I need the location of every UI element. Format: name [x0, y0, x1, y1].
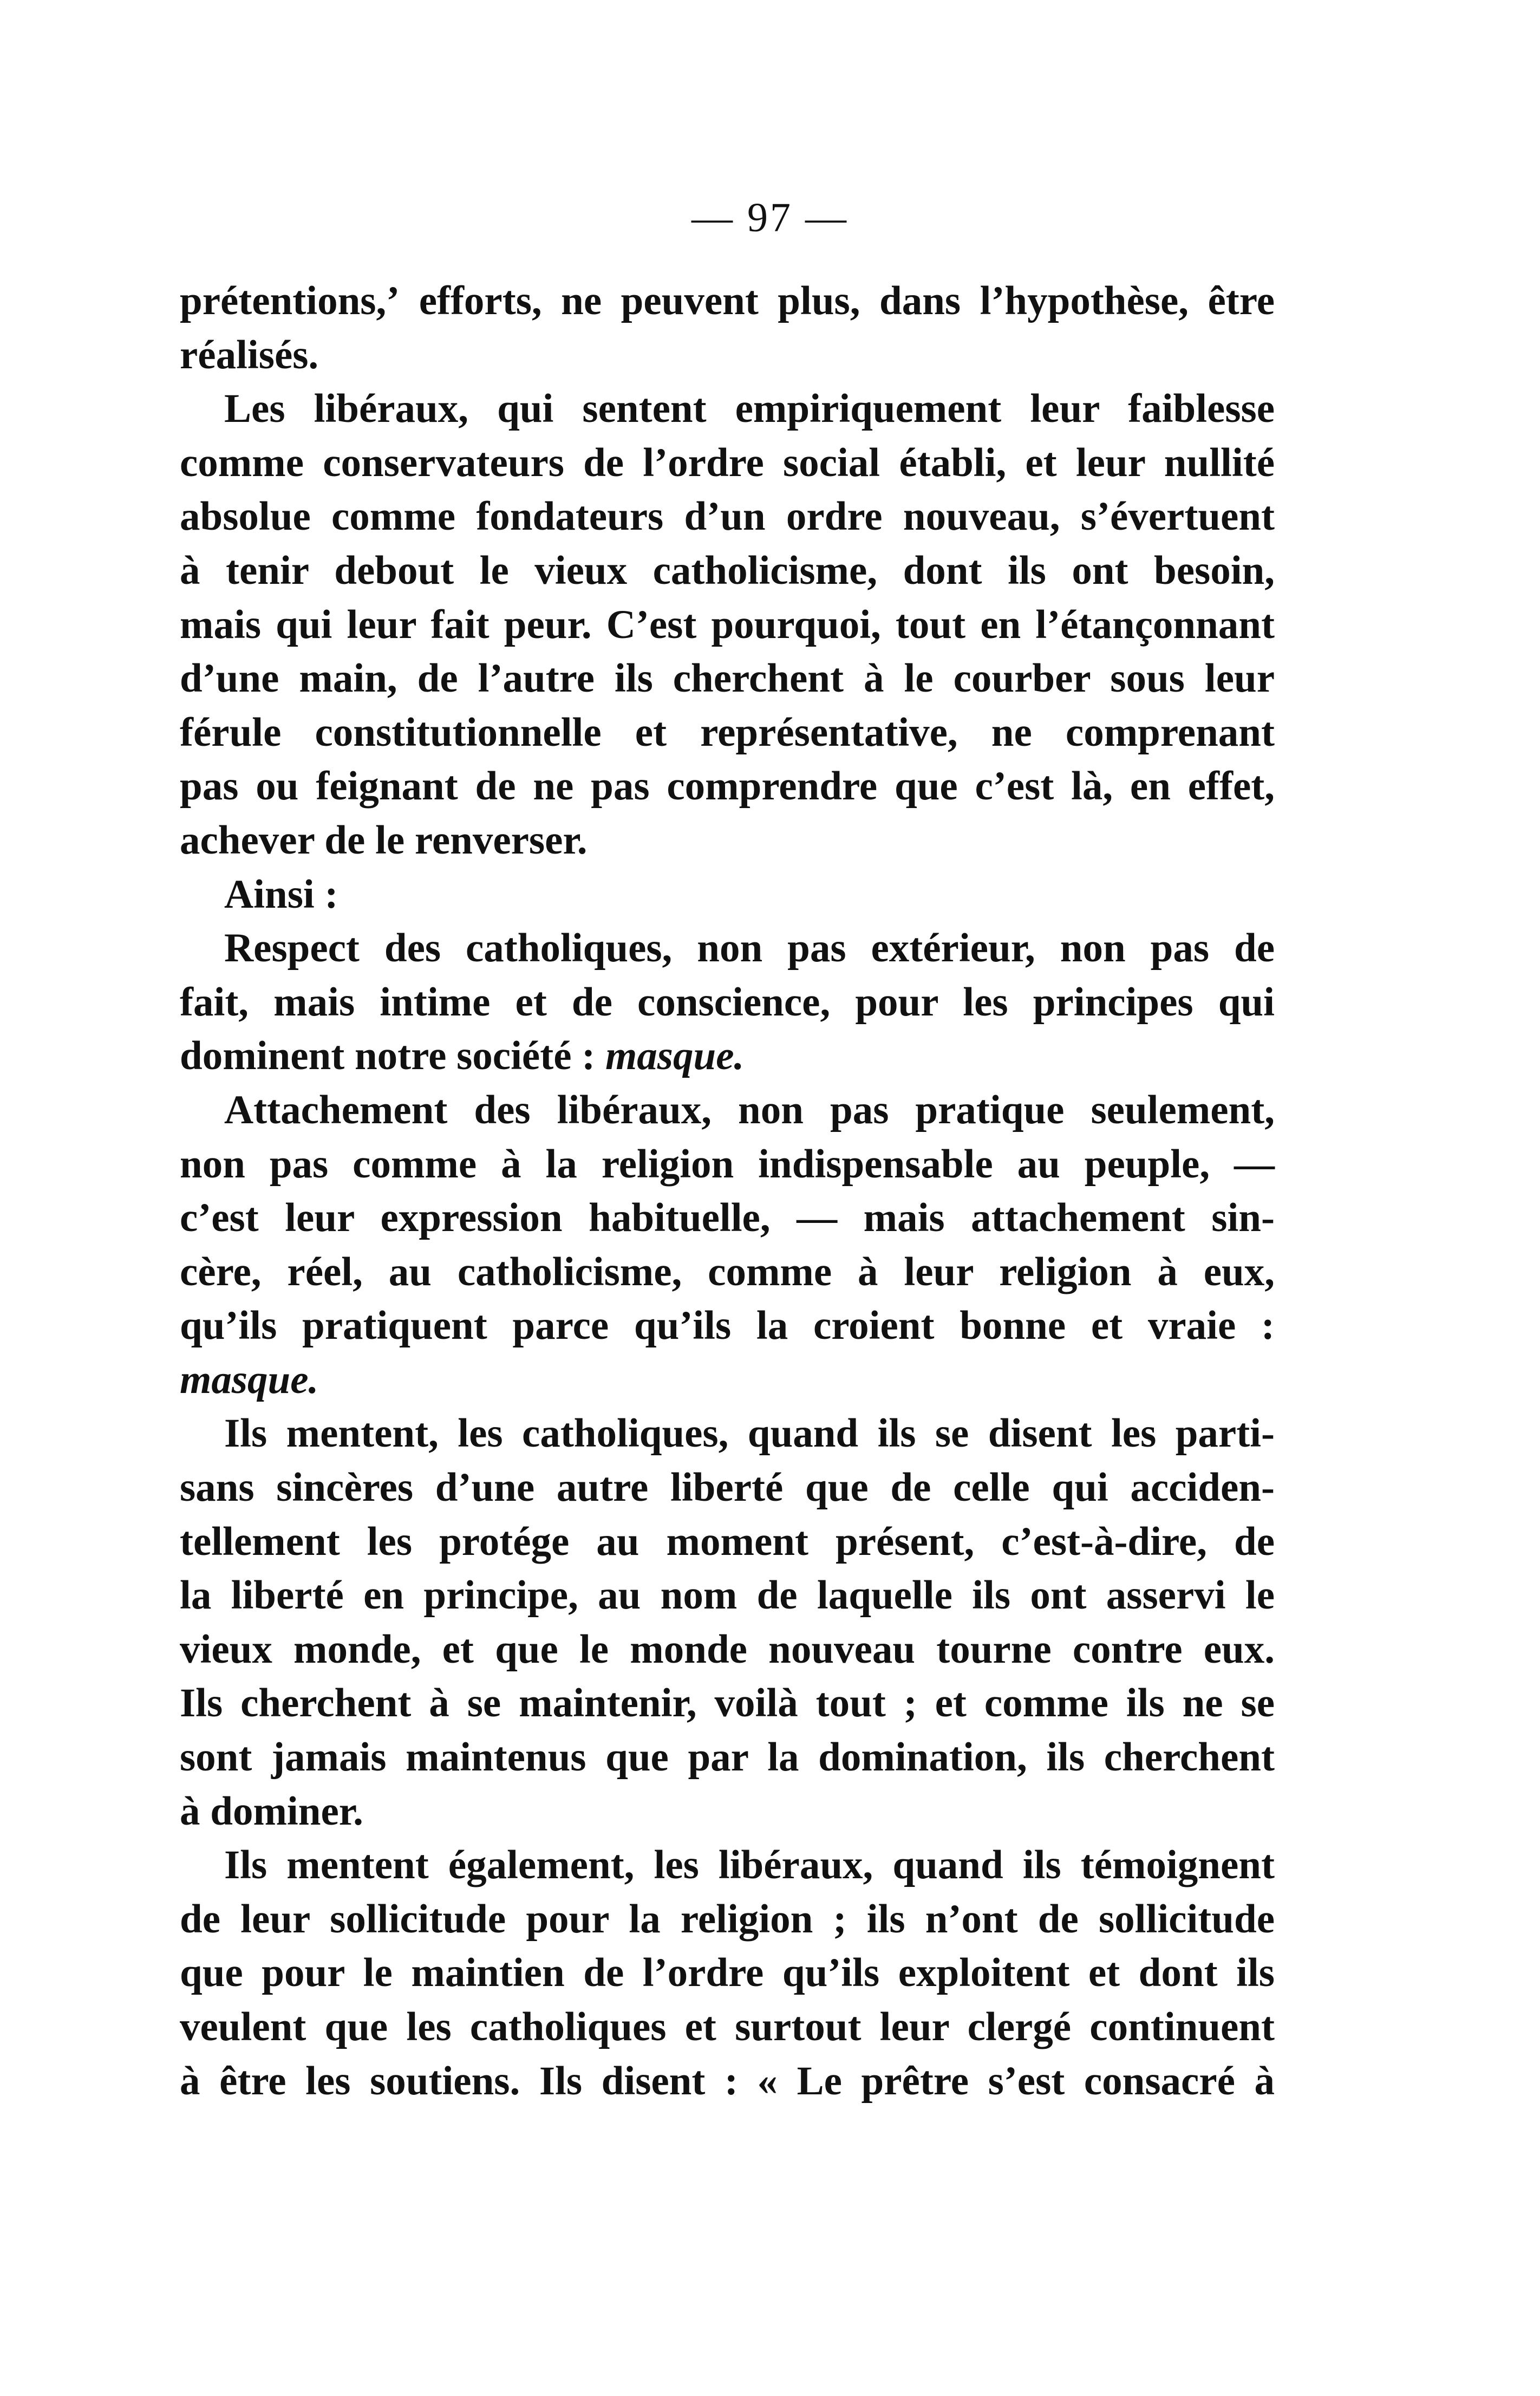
- text-line: pas ou feignant de ne pas comprendre que c’est là, en effet,: [180, 764, 1275, 809]
- text-line: Ils mentent également, les libéraux, quand ils témoignent: [224, 1842, 1275, 1888]
- text-line: tellement les protége au moment présent, c’est-à-dire, de: [180, 1519, 1275, 1564]
- text-line: non pas comme à la religion indispensable au peuple, —: [180, 1141, 1275, 1187]
- text-line: fait, mais intime et de conscience, pour les principes qui: [180, 979, 1275, 1025]
- text-line: vieux monde, et que le monde nouveau tourne contre eux.: [180, 1626, 1275, 1672]
- text-line: Respect des catholiques, non pas extérieur, non pas de: [224, 926, 1275, 971]
- text-line: veulent que les catholiques et surtout leur clergé continuent: [180, 2004, 1275, 2049]
- text-line: sont jamais maintenus que par la domination, ils cherchent: [180, 1735, 1275, 1780]
- emphasis-masque: masque.: [605, 1033, 745, 1079]
- emphasis-masque: masque.: [180, 1357, 319, 1402]
- text-line: Ils cherchent à se maintenir, voilà tout ; et comme ils ne se: [180, 1681, 1275, 1726]
- text-line: mais qui leur fait peur. C’est pourquoi, tout en l’étançonnant: [180, 602, 1275, 647]
- text-line: à être les soutiens. Ils disent : « Le prêtre s’est consacré à: [180, 2058, 1275, 2104]
- text-line: à dominer.: [180, 1788, 363, 1834]
- text-line: absolue comme fondateurs d’un ordre nouveau, s’évertuent: [180, 494, 1275, 539]
- text-line: achever de le renverser.: [180, 817, 588, 863]
- text-line: que pour le maintien de l’ordre qu’ils exploitent et dont ils: [180, 1950, 1275, 1996]
- text-line: [180, 1029, 1275, 1083]
- page-number: — 97 —: [691, 195, 849, 240]
- line-text: dominent notre société :: [180, 1033, 596, 1079]
- text-line: cère, réel, au catholicisme, comme à leur religion à eux,: [180, 1249, 1275, 1294]
- text-line: sans sincères d’une autre liberté que de celle qui acciden-: [180, 1465, 1275, 1510]
- text-line: d’une main, de l’autre ils cherchent à le courber sous leur: [180, 656, 1275, 701]
- text-line: prétentions,ʼ efforts, ne peuvent plus, dans l’hypothèse, être: [180, 278, 1275, 323]
- text-line: férule constitutionnelle et représentative, ne comprenant: [180, 709, 1275, 755]
- text-line: Attachement des libéraux, non pas pratique seulement,: [224, 1087, 1275, 1132]
- text-line: Ils mentent, les catholiques, quand ils se disent les parti-: [224, 1411, 1275, 1456]
- text-line: qu’ils pratiquent parce qu’ils la croient bonne et vraie :: [180, 1303, 1275, 1349]
- text-line: à tenir debout le vieux catholicisme, dont ils ont besoin,: [180, 548, 1275, 593]
- text-line: de leur sollicitude pour la religion ; ils n’ont de sollicitude: [180, 1896, 1275, 1942]
- text-line: Les libéraux, qui sentent empiriquement leur faiblesse: [224, 386, 1275, 432]
- text-line: comme conservateurs de l’ordre social établi, et leur nullité: [180, 440, 1275, 485]
- body-text: [180, 274, 1275, 2108]
- text-line: c’est leur expression habituelle, — mais attachement sin-: [180, 1195, 1275, 1241]
- text-line: réalisés.: [180, 332, 319, 377]
- text-line: la liberté en principe, au nom de laquelle ils ont asservi le: [180, 1573, 1275, 1618]
- text-line: Ainsi :: [224, 871, 338, 917]
